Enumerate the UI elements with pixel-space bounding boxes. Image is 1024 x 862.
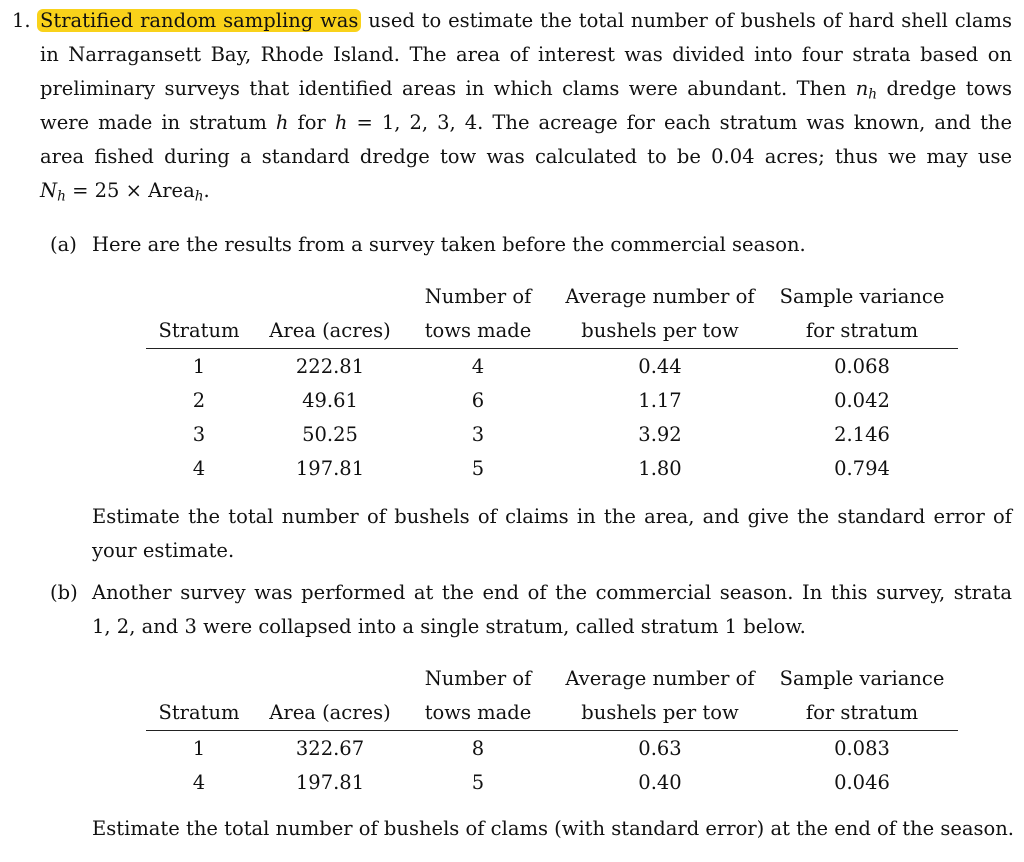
- math-h: h: [275, 111, 289, 134]
- highlighted-text: Stratified random sampling was: [37, 9, 361, 32]
- cell-area: 197.81: [295, 457, 365, 480]
- table-b: [0, 662, 1024, 802]
- header-top-var: Sample variance: [779, 667, 945, 690]
- part-b-intro-2: 1, 2, and 3 were collapsed into a single stratum, called stratum 1 below.: [92, 615, 806, 638]
- problem-number: 1.: [12, 9, 31, 32]
- header-top-var: Sample variance: [779, 285, 945, 308]
- part-b-intro-1: Another survey was performed at the end of the commercial season. In this survey, strata: [92, 581, 1012, 604]
- cell-var: 0.083: [834, 737, 890, 760]
- part-b-label: (b): [50, 581, 78, 604]
- header-var: for stratum: [805, 319, 919, 342]
- table-a: [0, 280, 1024, 500]
- header-tows: tows made: [424, 701, 532, 724]
- math-sub-h: h: [868, 86, 878, 103]
- math-n: n: [855, 77, 869, 100]
- math-N: N: [40, 179, 58, 202]
- cell-tows: 5: [471, 771, 485, 794]
- cell-area: 222.81: [295, 355, 365, 378]
- cell-var: 2.146: [834, 423, 890, 446]
- problem-line-1-rest: used to estimate the total number of bushels of hard shell clams: [368, 9, 1012, 32]
- cell-var: 0.068: [834, 355, 890, 378]
- cell-avg: 0.40: [638, 771, 682, 794]
- header-top-tows: Number of: [424, 667, 532, 690]
- math-nh: [855, 77, 878, 103]
- cell-stratum: 3: [192, 423, 206, 446]
- problem-line-3: [40, 72, 1012, 106]
- cell-tows: 3: [471, 423, 485, 446]
- cell-area: 197.81: [295, 771, 365, 794]
- cell-stratum: 1: [192, 737, 206, 760]
- cell-area: 322.67: [295, 737, 365, 760]
- cell-avg: 1.17: [638, 389, 682, 412]
- cell-area: 50.25: [302, 423, 358, 446]
- cell-tows: 8: [471, 737, 485, 760]
- part-a-label: (a): [50, 233, 77, 256]
- problem-line-4-a: were made in stratum: [40, 111, 267, 134]
- problem-line-4-b: for: [297, 111, 326, 134]
- problem-line-3-a: preliminary surveys that identified areas in which clams were abundant. Then: [40, 77, 847, 100]
- cell-stratum: 2: [192, 389, 206, 412]
- problem-line-2: in Narragansett Bay, Rhode Island. The area of interest was divided into four strata based on: [40, 43, 1012, 66]
- header-stratum: Stratum: [158, 319, 240, 342]
- part-b-question: Estimate the total number of bushels of clams (with standard error) at the end of the season.: [92, 817, 1015, 840]
- problem-line-3-b: dredge tows: [886, 77, 1013, 100]
- problem-line-5: area fished during a standard dredge tow was calculated to be 0.04 acres; thus we may use: [40, 145, 1012, 168]
- math-sub-h: h: [57, 188, 66, 205]
- problem-line-4: [40, 106, 1012, 140]
- header-avg: bushels per tow: [581, 319, 739, 342]
- part-a-intro: Here are the results from a survey taken before the commercial season.: [92, 233, 806, 256]
- table-b-rule: [146, 730, 958, 731]
- header-tows: tows made: [424, 319, 532, 342]
- cell-tows: 4: [471, 355, 485, 378]
- cell-stratum: 1: [192, 355, 206, 378]
- header-var: for stratum: [805, 701, 919, 724]
- math-end: .: [203, 179, 210, 202]
- header-stratum: Stratum: [158, 701, 240, 724]
- cell-avg: 3.92: [638, 423, 682, 446]
- math-formula: = 25 × Area: [72, 179, 195, 202]
- header-top-tows: Number of: [424, 285, 532, 308]
- cell-var: 0.042: [834, 389, 890, 412]
- part-a-question-1: Estimate the total number of bushels of claims in the area, and give the standard error of: [92, 505, 1012, 528]
- cell-avg: 1.80: [638, 457, 682, 480]
- cell-stratum: 4: [192, 771, 206, 794]
- cell-stratum: 4: [192, 457, 206, 480]
- part-a-question-2: your estimate.: [92, 539, 235, 562]
- cell-tows: 6: [471, 389, 485, 412]
- problem-line-1: [40, 4, 1012, 38]
- header-top-avg: Average number of: [565, 667, 755, 690]
- problem-line-4-c: = 1, 2, 3, 4. The acreage for each stratum was known, and the: [356, 111, 1012, 134]
- header-area: Area (acres): [269, 319, 391, 342]
- problem-line-6: [40, 174, 210, 208]
- math-h-2: h: [334, 111, 348, 134]
- header-avg: bushels per tow: [581, 701, 739, 724]
- cell-var: 0.794: [834, 457, 890, 480]
- cell-area: 49.61: [302, 389, 358, 412]
- header-area: Area (acres): [269, 701, 391, 724]
- math-sub-h-2: h: [194, 188, 204, 205]
- header-top-avg: Average number of: [565, 285, 755, 308]
- table-a-rule: [146, 348, 958, 349]
- cell-var: 0.046: [834, 771, 890, 794]
- cell-avg: 0.44: [638, 355, 682, 378]
- cell-tows: 5: [471, 457, 485, 480]
- cell-avg: 0.63: [638, 737, 682, 760]
